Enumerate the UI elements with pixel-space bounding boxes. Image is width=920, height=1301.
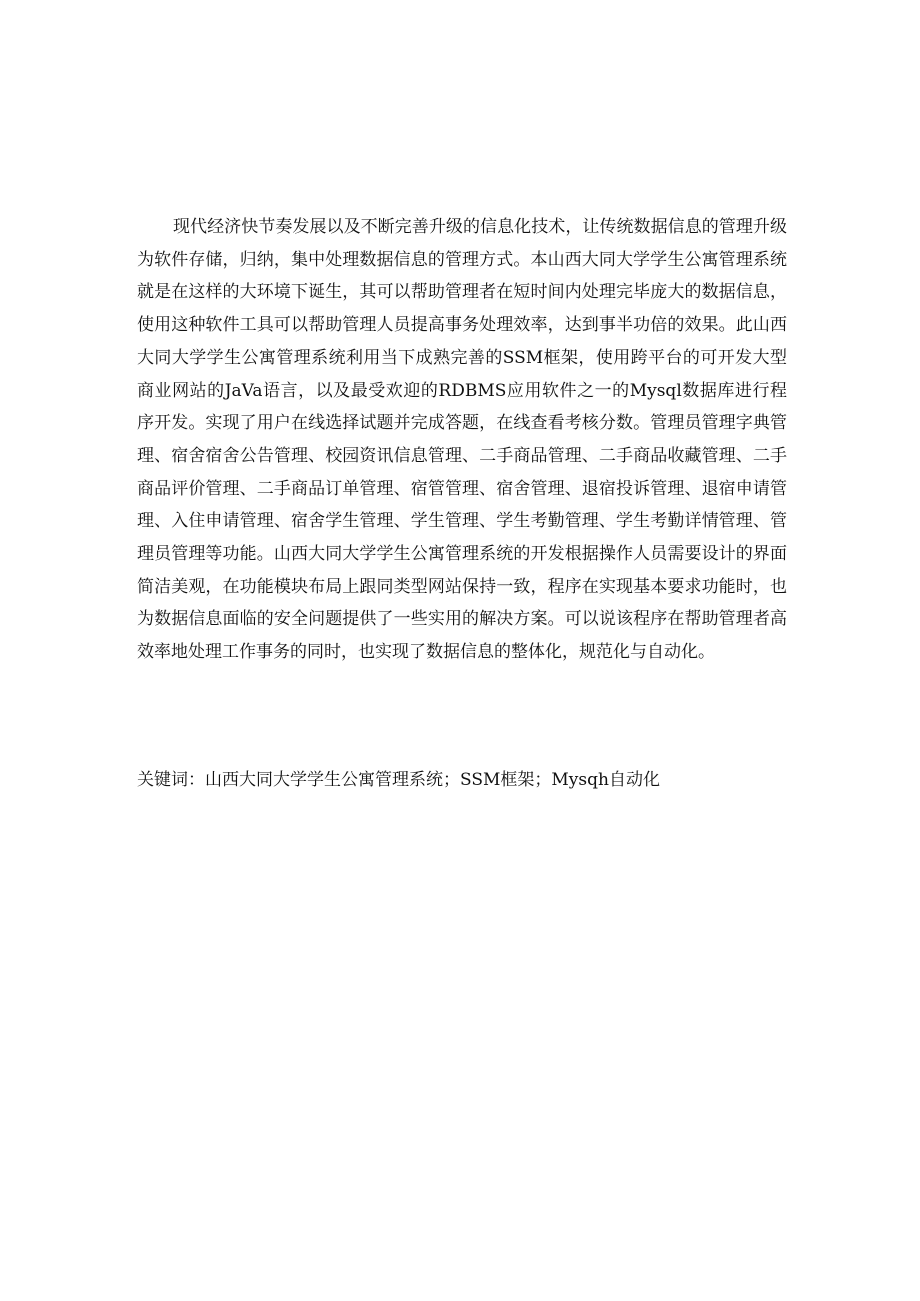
keywords-value: 山西大同大学学生公寓管理系统；SSM框架；Mysqh自动化 [205,770,660,790]
keywords-label: 关键词： [137,770,205,790]
abstract-paragraph: 现代经济快节奏发展以及不断完善升级的信息化技术，让传统数据信息的管理升级为软件存储，归纳，集中处理数据信息的管理方式。本山西大同大学学生公寓管理系统就是在这样的大环境下诞生，其可以帮助管理者在短时间内处理完毕庞大的数据信息，使用这种软件工具可以帮助管理人员提高事务处理效率，达到事半功倍的效果。此山西大同大学学生公寓管理系统利用当下成熟完善的SSM框架，使用跨平台的可开发大型商业网站的JaVa语言，以及最受欢迎的RDBMS应用软件之一的Mysql数据库进行程序开发。实现了用户在线选择试题并完成答题，在线查看考核分数。管理员管理字典管理、宿舍宿舍公告管理、校园资讯信息管理、二手商品管理、二手商品收藏管理、二手商品评价管理、二手商品订单管理、宿管管理、宿舍管理、退宿投诉管理、退宿申请管理、入住申请管理、宿舍学生管理、学生管理、学生考勤管理、学生考勤详情管理、管理员管理等功能。山西大同大学学生公寓管理系统的开发根据操作人员需要设计的界面简洁美观，在功能模块布局上跟同类型网站保持一致，程序在实现基本要求功能时，也为数据信息面临的安全问题提供了一些实用的解决方案。可以说该程序在帮助管理者高效率地处理工作事务的同时，也实现了数据信息的整体化，规范化与自动化。 [137,217,787,663]
keywords-line [137,765,787,795]
